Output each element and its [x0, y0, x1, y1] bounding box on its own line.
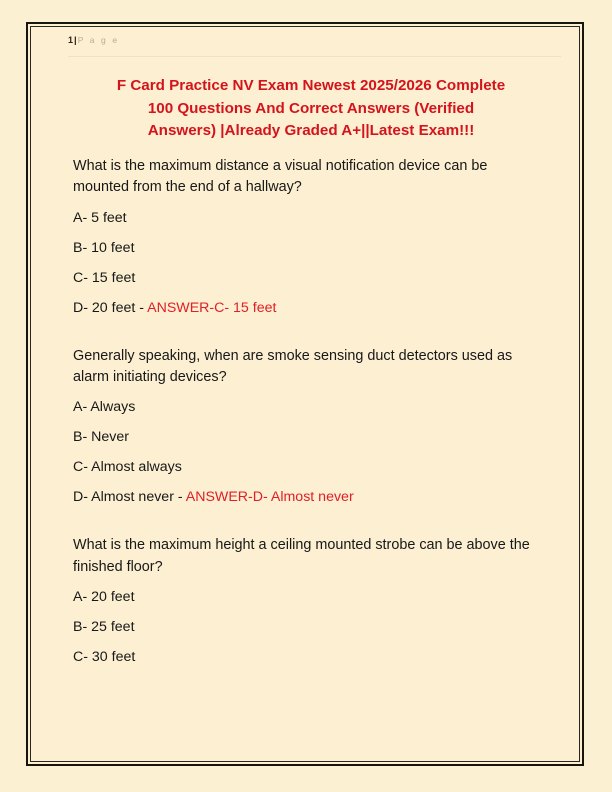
document-page — [30, 26, 580, 762]
option-text: A- 5 feet — [73, 209, 127, 226]
question-stem: What is the maximum distance a visual notification device can be mounted from the end of a hallway? — [73, 157, 488, 196]
header-page-word: P a g e — [77, 35, 120, 45]
question-stem: Generally speaking, when are smoke sensing duct detectors used as alarm initiating devices? — [73, 347, 513, 385]
answer-option — [73, 427, 549, 448]
question-block — [73, 156, 549, 319]
answer-option — [73, 617, 549, 638]
header-separator: | — [74, 35, 77, 46]
header-divider — [68, 56, 561, 57]
answer-option — [73, 397, 549, 418]
page-title-line-2: 100 Questions And Correct Answers (Verified — [147, 99, 475, 117]
option-text: C- 30 feet — [73, 649, 136, 666]
header-page-number: 1 — [68, 35, 74, 45]
running-header — [31, 35, 579, 47]
question-block — [73, 346, 549, 509]
answer-option — [73, 298, 549, 319]
answer-option — [73, 238, 549, 259]
option-text: D- 20 feet - — [73, 299, 148, 316]
page-title-line-1: F Card Practice NV Exam Newest 2025/2026 Complete — [116, 77, 506, 94]
answer-option — [73, 647, 549, 668]
option-text: B- 25 feet — [73, 619, 135, 636]
page-title-line-3: Answers) |Already Graded A+||Latest Exam!!! — [147, 122, 475, 140]
option-text: D- Almost never - — [73, 489, 186, 506]
question-stem: What is the maximum height a ceiling mounted strobe can be above the finished floor? — [73, 537, 530, 575]
document-page-frame — [26, 22, 584, 766]
option-text: C- 15 feet — [73, 269, 136, 286]
answer-option — [73, 587, 549, 608]
question-block — [73, 535, 549, 668]
document-content — [31, 75, 579, 668]
option-text: A- 20 feet — [73, 589, 135, 606]
option-text: C- Almost always — [73, 459, 182, 476]
answer-option — [73, 457, 549, 478]
option-text: B- 10 feet — [73, 239, 135, 256]
page-title — [73, 75, 549, 143]
answer-option — [73, 208, 549, 229]
correct-answer-text: ANSWER-C- 15 feet — [147, 299, 277, 316]
option-text: B- Never — [73, 429, 129, 446]
answer-option — [73, 487, 549, 508]
option-text: A- Always — [73, 399, 136, 416]
correct-answer-text: ANSWER-D- Almost never — [185, 489, 354, 506]
answer-option — [73, 268, 549, 289]
